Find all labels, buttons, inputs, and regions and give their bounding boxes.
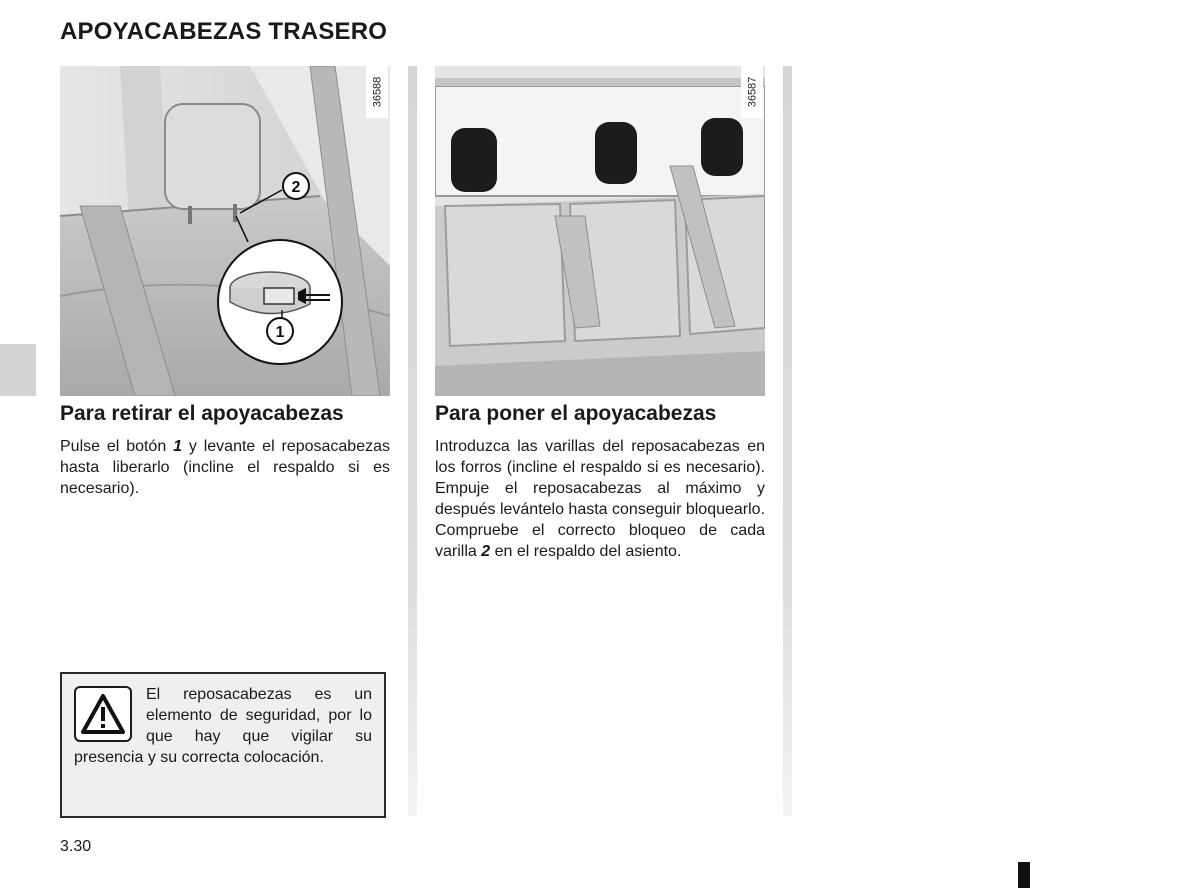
warning-triangle-icon [74, 686, 132, 742]
column-divider [783, 66, 792, 816]
remove-headrest-instructions: Pulse el botón 1 y levante el reposacabezas hasta liberarlo (incline el respaldo si es necesario). [60, 438, 390, 497]
figure-code: 36587 [741, 66, 763, 118]
install-headrest-instructions: Introduzca las varillas del reposacabezas en los forros (incline el respaldo si es necesario). Empuje el reposacabezas al máximo y después levántelo hasta conseguir bloquearlo. Compruebe el correcto bloqueo de cada varilla 2 en el respaldo del asiento. [435, 438, 766, 560]
install-headrest-heading: Para poner el apoyacabezas [435, 402, 717, 425]
headrest-installation-illustration [435, 66, 765, 396]
headrest-installation-drawing [435, 66, 765, 396]
safety-warning-box [60, 672, 386, 818]
reference-number: 1 [173, 438, 182, 455]
callout-2: 2 [291, 179, 301, 196]
chapter-tab [0, 344, 36, 396]
page-edge-marker [1018, 862, 1030, 888]
page-title: APOYACABEZAS TRASERO [60, 18, 388, 45]
callout-1: 1 [275, 324, 285, 341]
headrest-removal-drawing [60, 66, 390, 396]
warning-text: El reposacabezas es un elemento de seguridad, por lo que hay que vigilar su presencia y su correcta colocación. [74, 686, 372, 766]
figure-code: 36588 [366, 66, 388, 118]
remove-headrest-heading: Para retirar el apoyacabezas [60, 402, 344, 425]
reference-number: 2 [481, 543, 491, 560]
page-number: 3.30 [60, 838, 92, 855]
headrest-removal-illustration [60, 66, 390, 396]
column-divider [408, 66, 417, 816]
